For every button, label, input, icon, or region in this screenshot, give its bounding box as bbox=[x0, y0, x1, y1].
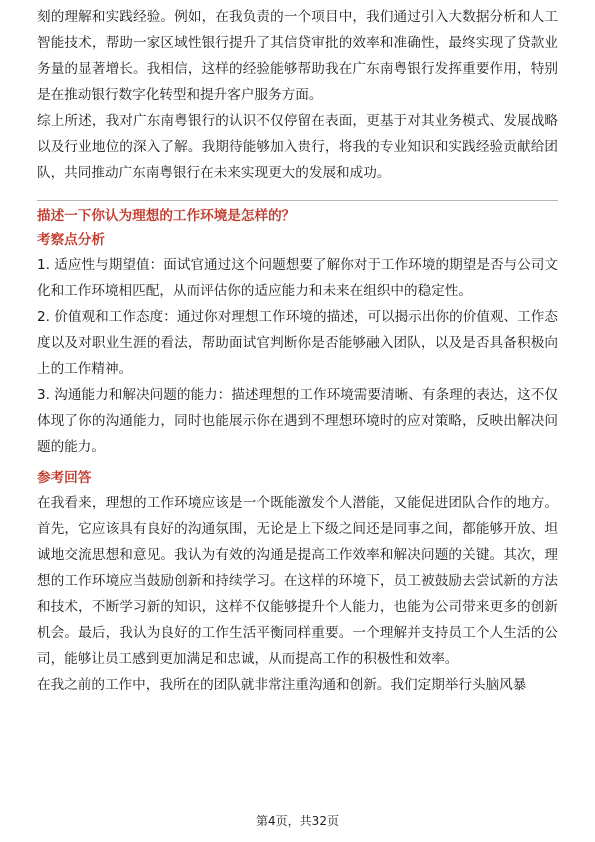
answer-paragraph: 在我之前的工作中，我所在的团队就非常注重沟通和创新。我们定期举行头脑风暴 bbox=[37, 677, 527, 693]
analysis-item: 2. 价值观和工作态度：通过你对理想工作环境的描述，可以揭示出你的价值观、工作态度以及对职业生涯的看法，帮助面试官判断你是否能够融入团队，以及是否具备积极向上的工作精神。 bbox=[37, 309, 558, 377]
body-paragraph: 综上所述，我对广东南粤银行的认识不仅停留在表面，更基于对其业务模式、发展战略以及行业地位的深入了解。我期待能够加入贵行，将我的专业知识和实践经验贡献给团队，共同推动广东南粤银行在未来实现更大的发展和成功。 bbox=[37, 113, 558, 181]
analysis-item: 1. 适应性与期望值：面试官通过这个问题想要了解你对于工作环境的期望是否与公司文化和工作环境相匹配，从而评估你的适应能力和未来在组织中的稳定性。 bbox=[37, 257, 558, 299]
page-content bbox=[37, 4, 558, 698]
question-title: 描述一下你认为理想的工作环境是怎样的？ bbox=[37, 208, 296, 224]
page-number: 第4页，共32页 bbox=[256, 814, 339, 828]
answer-paragraph: 在我看来，理想的工作环境应该是一个既能激发个人潜能，又能促进团队合作的地方。首先，它应该具有良好的沟通氛围，无论是上下级之间还是同事之间，都能够开放、坦诚地交流思想和意见。我认为有效的沟通是提高工作效率和解决问题的关键。其次，理想的工作环境应当鼓励创新和持续学习。在这样的环境下，员工被鼓励去尝试新的方法和技术，不断学习新的知识，这样不仅能够提升个人能力，也能为公司带来更多的创新机会。最后，我认为良好的工作生活平衡同样重要。一个理解并支持员工个人生活的公司，能够让员工感到更加满足和忠诚，从而提高工作的积极性和效率。 bbox=[37, 495, 558, 667]
analysis-item: 3. 沟通能力和解决问题的能力：描述理想的工作环境需要清晰、有条理的表达，这不仅体现了你的沟通能力，同时也能展示你在遇到不理想环境时的应对策略，反映出解决问题的能力。 bbox=[37, 387, 558, 455]
section-divider bbox=[37, 200, 558, 201]
answer-heading: 参考回答 bbox=[37, 470, 92, 486]
analysis-heading: 考察点分析 bbox=[37, 232, 105, 248]
body-paragraph: 刻的理解和实践经验。例如，在我负责的一个项目中，我们通过引入大数据分析和人工智能技术，帮助一家区域性银行提升了其信贷审批的效率和准确性，最终实现了贷款业务量的显著增长。我相信，这样的经验能够帮助我在广东南粤银行发挥重要作用，特别是在推动银行数字化转型和提升客户服务方面。 bbox=[37, 9, 558, 103]
